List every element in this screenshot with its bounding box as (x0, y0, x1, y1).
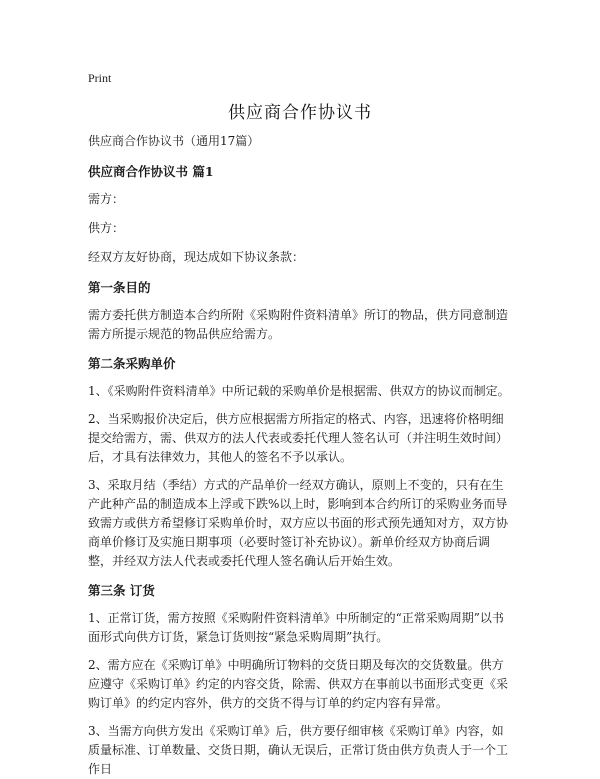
article2-paragraph-3: 3、采取月结（季结）方式的产品单价一经双方确认，原则上不变的，只有在生产此种产品的制造成本上浮或下跌%以上时，影响到本合约所订的采购业务而导致需方或供方希望修订采购单价时，双方应以书面的形式预先通知对方，双方协商单价修订及实施日期事项（必要时签订补充协议）。新单价经双方协商后调整，并经双方法人代表或委托代理人签名确认后开始生效。 (88, 478, 509, 568)
article3-paragraph-3: 3、当需方向供方发出《采购订单》后，供方要仔细审核《采购订单》内容，如质量标准、订单数量、交货日期，确认无误后，正常订货由供方负责人于一个工作日 (88, 724, 509, 776)
print-label[interactable]: Print (88, 71, 112, 85)
article2-heading: 第二条采购单价 (88, 356, 176, 371)
document-title: 供应商合作协议书 (228, 103, 372, 123)
article2-paragraph-2: 2、当采购报价决定后，供方应根据需方所指定的格式、内容，迅速将价格明细提交给需方，需、供双方的法人代表或委托代理人签名认可（并注明生效时间）后，才具有法律效力，其他人的签名不予以承认。 (88, 412, 509, 464)
article1-body: 需方委托供方制造本合约所附《采购附件资料清单》所订的物品，供方同意制造需方所提示规范的物品供应给需方。 (88, 308, 509, 341)
document-subtitle: 供应商合作协议书（通用17篇） (88, 134, 260, 148)
article3-paragraph-2: 2、需方应在《采购订单》中明确所订物料的交货日期及每次的交货数量。供方应遵守《采购订单》约定的内容交货，除需、供双方在事前以书面形式变更《采购订单》的约定内容外，供方的交货不得与订单的约定内容有异常。 (88, 658, 509, 710)
article1-heading: 第一条目的 (88, 280, 151, 295)
article2-paragraph-1: 1、《采购附件资料清单》中所记载的采购单价是根据需、供双方的协议而制定。 (88, 384, 510, 398)
party-a-label: 需方： (88, 192, 125, 206)
party-b-label: 供方： (88, 221, 125, 235)
document-body (88, 130, 512, 779)
article3-heading: 第三条 订货 (88, 583, 155, 598)
section-title: 供应商合作协议书 篇1 (88, 164, 214, 179)
intro-text: 经双方友好协商，现达成如下协议条款： (88, 250, 305, 264)
article3-paragraph-1: 1、正常订货，需方按照《采购附件资料清单》中所制定的“正常采购周期”以书面形式向供方订货，紧急订货则按“紧急采购周期”执行。 (88, 611, 504, 644)
